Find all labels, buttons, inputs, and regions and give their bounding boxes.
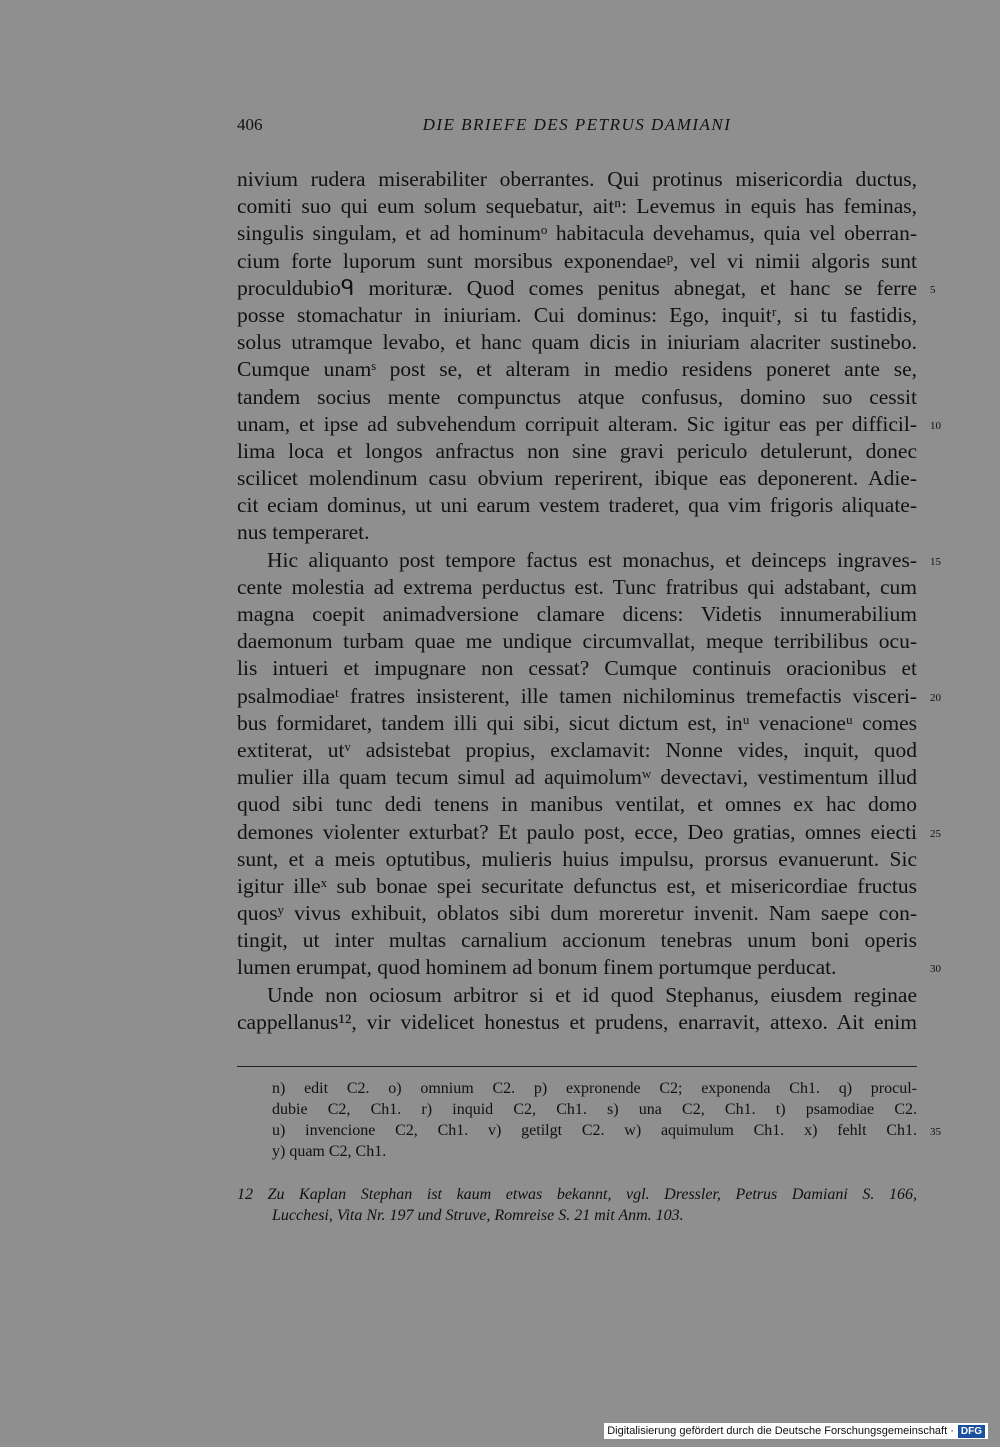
body-line-text: Hic aliquanto post tempore factus est monachus, et deinceps ingraves- — [267, 547, 917, 572]
running-title: DIE BRIEFE DES PETRUS DAMIANI — [422, 115, 732, 134]
body-line-text: bus formidaret, tandem illi qui sibi, sicut dictum est, inᵘ venacioneᵘ comes — [237, 710, 917, 735]
body-line-text: cit eciam dominus, ut uni earum vestem traderet, qua vim frigoris aliquate- — [237, 493, 917, 518]
body-line — [237, 356, 917, 383]
body-line-text: posse stomachatur in iniuriam. Cui dominus: Ego, inquitʳ, si tu fastidis, — [237, 302, 917, 327]
body-line — [237, 683, 941, 710]
body-line — [237, 574, 917, 601]
body-line — [237, 519, 917, 546]
body-line-text: quod sibi tunc dedi tenens in manibus ventilat, et omnes ex hac domo — [237, 792, 917, 817]
body-line — [237, 628, 917, 655]
line-number: 10 — [930, 419, 941, 432]
body-line — [237, 220, 917, 247]
commentary-line-text: 12 Zu Kaplan Stephan ist kaum etwas bekannt, vgl. Dressler, Petrus Damiani S. 166, — [237, 1186, 917, 1203]
body-line-text: igitur illeˣ sub bonae spei securitate defunctus est, et misericordiae fructus — [237, 873, 917, 898]
page-header — [237, 115, 917, 139]
critical-apparatus — [272, 1078, 941, 1162]
page-number: 406 — [237, 115, 263, 134]
body-line-text: lumen erumpat, quod hominem ad bonum finem portumque perducat. — [237, 955, 837, 980]
body-line — [237, 982, 917, 1009]
body-line-text: lima loca et longos anfractus non sine gravi periculo detulerunt, donec — [237, 438, 917, 463]
body-line — [237, 438, 917, 465]
dfg-logo: DFG — [958, 1425, 985, 1438]
body-line-text: comiti suo qui eum solum sequebatur, aitⁿ: Levemus in equis has feminas, — [237, 194, 917, 219]
body-line — [237, 791, 917, 818]
body-line — [237, 411, 941, 438]
body-line — [237, 954, 941, 981]
body-line-text: tandem socius mente compunctus atque confusus, domino suo cessit — [237, 384, 917, 409]
body-line — [237, 737, 917, 764]
body-line-text: demones violenter exturbat? Et paulo post, ecce, Deo gratias, omnes eiecti — [237, 819, 917, 844]
body-line — [237, 873, 917, 900]
line-number: 30 — [930, 963, 941, 976]
funding-text: Digitalisierung gefördert durch die Deutsche Forschungsgemeinschaft · — [607, 1425, 954, 1437]
commentary-line-text: Lucchesi, Vita Nr. 197 und Struve, Romreise S. 21 mit Anm. 103. — [272, 1207, 684, 1224]
footnote-rule — [237, 1066, 917, 1067]
body-line — [237, 547, 941, 574]
body-line — [237, 166, 917, 193]
body-line-text: lis intueri et impugnare non cessat? Cumque continuis oracionibus et — [237, 656, 917, 681]
body-line — [237, 1009, 917, 1036]
body-line-text: solus utramque levabo, et hanc quam dicis in iniuriam alacriter sustinebo. — [237, 330, 917, 355]
body-line — [237, 302, 917, 329]
body-line — [237, 193, 917, 220]
apparatus-line-text: dubie C2, Ch1. r) inquid C2, Ch1. s) una C2, Ch1. t) psamodiae C2. — [272, 1101, 917, 1118]
body-line-text: cente molestia ad extrema perductus est. Tunc fratribus qui adstabant, cum — [237, 574, 917, 599]
body-line — [237, 248, 917, 275]
apparatus-line-text: n) edit C2. o) omnium C2. p) expronende C2; exponenda Ch1. q) procul- — [272, 1080, 917, 1097]
body-line-text: psalmodiaeᵗ fratres insisterent, ille tamen nichilominus tremefactis visceri- — [237, 683, 917, 708]
apparatus-line-text: y) quam C2, Ch1. — [272, 1143, 387, 1160]
apparatus-line-text: u) invencione C2, Ch1. v) getilgt C2. w) aquimulum Ch1. x) fehlt Ch1. — [272, 1122, 917, 1139]
body-line-text: magna coepit animadversione clamare dicens: Videtis innumerabilium — [237, 602, 917, 626]
body-line-text: unam, et ipse ad subvehendum corripuit alteram. Sic igitur eas per difficil- — [237, 411, 917, 436]
body-line — [237, 492, 917, 519]
commentary-notes — [237, 1184, 917, 1226]
main-text — [237, 166, 941, 1036]
body-line — [237, 764, 917, 791]
body-line-text: quosʸ vivus exhibuit, oblatos sibi dum moreretur invenit. Nam saepe con- — [237, 901, 917, 926]
body-line — [237, 900, 917, 927]
body-line — [237, 465, 917, 492]
apparatus-line — [272, 1078, 917, 1099]
line-number: 15 — [930, 555, 941, 568]
body-line-text: Unde non ociosum arbitror si et id quod Stephanus, eiusdem reginae — [267, 982, 917, 1007]
body-line — [237, 601, 917, 628]
body-line-text: extiterat, utᵛ adsistebat propius, exclamavit: Nonne vides, inquit, quod — [237, 737, 917, 762]
body-line-text: cium forte luporum sunt morsibus exponendaeᵖ, vel vi nimii algoris sunt — [237, 248, 917, 273]
body-line — [237, 819, 941, 846]
body-line — [237, 846, 917, 873]
apparatus-line — [272, 1120, 941, 1141]
line-number: 5 — [930, 283, 936, 296]
body-line-text: proculdubioᑫ morituræ. Quod comes penitus abnegat, et hanc se ferre — [237, 275, 917, 300]
line-number: 20 — [930, 691, 941, 704]
apparatus-line — [272, 1099, 917, 1120]
body-line-text: tingit, ut inter multas carnalium accionum tenebras unum boni operis — [237, 928, 917, 953]
line-number: 25 — [930, 827, 941, 840]
body-line — [237, 384, 917, 411]
line-number: 35 — [930, 1126, 941, 1138]
body-line-text: scilicet molendinum casu obvium reperirent, ibique eas deponerent. Adie- — [237, 466, 917, 491]
body-line-text: daemonum turbam quae me undique circumvallat, meque terribilibus ocu- — [237, 629, 917, 654]
body-line-text: Cumque unamˢ post se, et alteram in medio residens poneret ante se, — [237, 357, 917, 382]
body-line-text: singulis singulam, et ad hominumᵒ habitacula devehamus, quia vel oberran- — [237, 221, 917, 246]
body-line — [237, 329, 917, 356]
body-line — [237, 655, 917, 682]
body-line-text: cappellanus¹², vir videlicet honestus et prudens, enarravit, attexo. Ait enim — [237, 1009, 917, 1034]
body-line-text: mulier illa quam tecum simul ad aquimolumʷ devectavi, vestimentum illud — [237, 765, 917, 790]
body-line-text: nivium rudera miserabiliter oberrantes. Qui protinus misericordia ductus, — [237, 167, 917, 191]
funding-footer — [604, 1423, 988, 1439]
commentary-line — [237, 1205, 917, 1226]
body-line — [237, 275, 936, 302]
body-line — [237, 710, 917, 737]
apparatus-line — [272, 1141, 917, 1162]
body-line-text: nus temperaret. — [237, 520, 370, 545]
body-line — [237, 927, 917, 954]
body-line-text: sunt, et a meis optutibus, mulieris huius impulsu, prorsus evanuerunt. Sic — [237, 846, 917, 871]
commentary-line — [237, 1184, 917, 1205]
